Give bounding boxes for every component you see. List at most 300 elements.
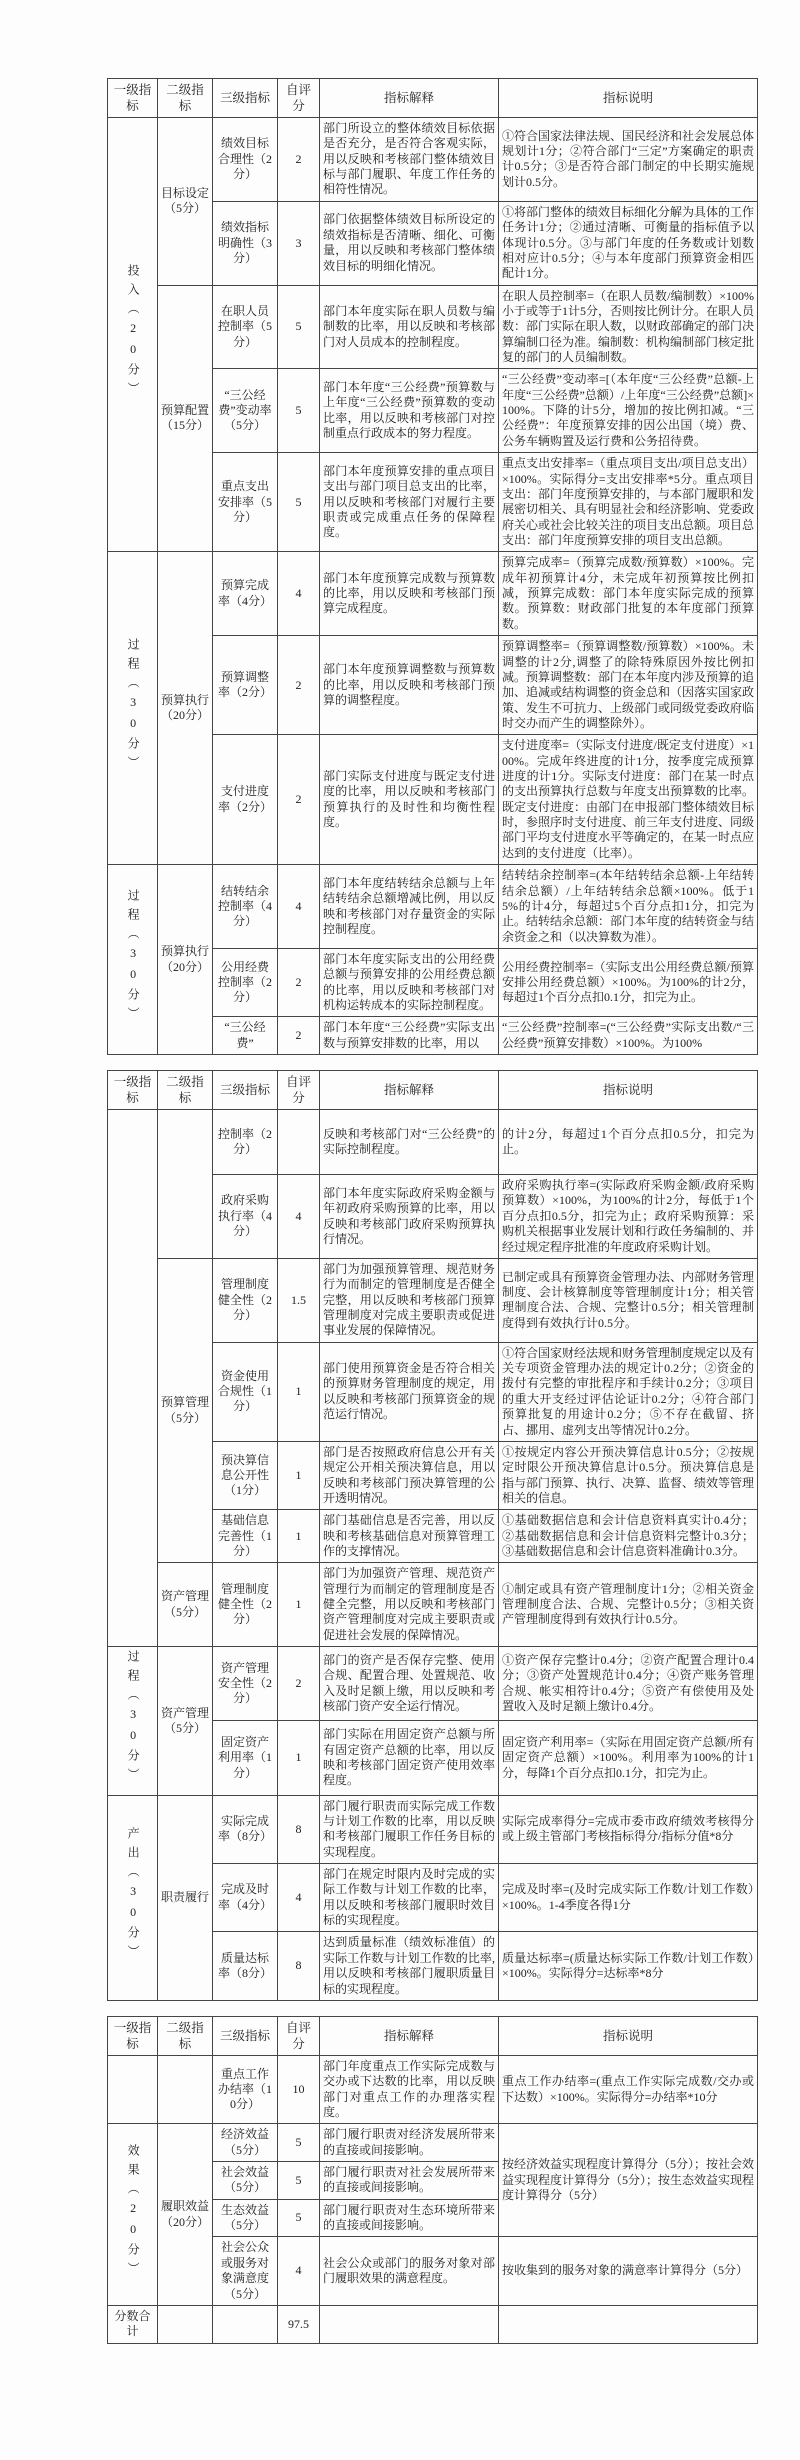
header-cell: 三级指标	[213, 2016, 278, 2055]
description-cell	[499, 1342, 758, 1441]
cell-text: 部门为加强资产管理、规范资产管理行为而制定的管理制度是否健全完整，用以反映和考核部门资产管理制度对完成主要职责或促进社会发展的保障情况。	[323, 1566, 495, 1642]
explanation-cell	[320, 2124, 499, 2162]
table-block-1	[107, 78, 759, 1055]
description-cell	[499, 735, 758, 865]
level2-cell	[158, 285, 213, 552]
level3-cell	[213, 1721, 278, 1795]
cell-text: 5	[295, 2210, 302, 2225]
level3-cell	[213, 1510, 278, 1563]
explanation-cell	[320, 201, 499, 285]
explanation-cell	[320, 369, 499, 453]
cell-text: 2	[295, 792, 302, 807]
cell-text: 4	[295, 898, 302, 913]
cell-text: 部门是否按照政府信息公开有关规定公开相关预决算信息，用以反映和考核部门预决算管理的公开透明情况。	[323, 1444, 495, 1505]
score-cell	[278, 285, 320, 369]
level3-cell	[213, 1175, 278, 1259]
score-cell	[278, 636, 320, 735]
cell-text: 预算执行（20分）	[161, 692, 210, 723]
cell-text: ①符合国家法律法规、国民经济和社会发展总体规划计1分；②符合部门“三定”方案确定的职责计0.5分；③是否符合部门制定的中长期实施规划计0.5分。	[502, 128, 755, 189]
score-cell	[278, 1175, 320, 1259]
level3-cell	[213, 865, 278, 949]
cell-text: 管理制度健全性（2分）	[217, 1581, 272, 1627]
cell-text: 5	[295, 403, 302, 418]
explanation-cell	[320, 1863, 499, 1931]
level3-cell	[213, 2237, 278, 2305]
score-cell	[278, 1017, 320, 1055]
score-cell	[278, 369, 320, 453]
score-cell	[278, 1795, 320, 1863]
vertical-label: 过程（30分）	[126, 637, 141, 775]
cell-text: ①制定或具有资产管理制度计1分；②相关资金管理制度合法、合规、完整计0.5分；③相关资产管理制度得到有效执行计0.5分。	[502, 1581, 754, 1627]
cell-text: 部门履行职责对经济发展所带来的直接或间接影响。	[323, 2127, 495, 2157]
cell-text: 结转结余控制率（4分）	[217, 883, 272, 929]
cell-text: 部门的资产是否保存完整、使用合规、配置合理、处置规范、收入及时足额上缴，用以反映和考核部门资产安全运行情况。	[323, 1653, 495, 1714]
indicator-table-2	[107, 1070, 758, 2001]
level1-cell	[108, 1647, 158, 1795]
cell-text: 部门在规定时限内及时完成的实际工作数与计划工作数的比率，用以反映和考核部门履职时效目标的实现程度。	[323, 1866, 495, 1928]
score-cell	[278, 1342, 320, 1441]
level2-cell	[158, 1258, 213, 1562]
level3-cell	[213, 1795, 278, 1863]
explanation-cell	[320, 1110, 499, 1175]
score-cell	[278, 2305, 320, 2343]
description-cell	[499, 1795, 758, 1863]
cell-text: 重点工作办结率=(重点工作实际完成数/交办或下达数）×100%。实际得分=办结率*10分	[502, 2074, 754, 2104]
cell-text: 按收集到的服务对象的满意率计算得分（5分）	[502, 2263, 749, 2278]
level2-cell	[158, 2124, 213, 2306]
explanation-cell	[320, 865, 499, 949]
cell-text: 支付进度率=（实际支付进度/既定支付进度）×100%。完成年终进度的计1分，按季度完成预算进度的计1分。实际支付进度：部门在某一时点的支出预算执行总数与年度支出预算数的比率。既定支付进度：由部门在申报部门整体绩效目标时，参照序时支付进度、前三年支付进度、同级部门平均支付进度水平等确定的，在某一时点应达到的支付进度（比率）。	[502, 738, 755, 860]
cell-text: 5	[295, 319, 302, 334]
explanation-cell	[320, 1721, 499, 1795]
description-cell	[499, 1510, 758, 1563]
score-cell	[278, 1110, 320, 1175]
cell-text: 1	[295, 1467, 302, 1482]
cell-text: 经济效益（5分）	[220, 2127, 269, 2157]
level3-cell	[213, 453, 278, 552]
header-cell: 自评分	[278, 79, 320, 118]
level2-cell	[158, 1110, 213, 1259]
cell-text: 部门为加强预算管理、规范财务行为而制定的管理制度是否健全完整，用以反映和考核部门预算管理制度对完成主要职责或促进事业发展的保障情况。	[323, 1261, 495, 1338]
cell-text: 4	[295, 1208, 302, 1223]
level2-cell	[158, 118, 213, 286]
level1-cell	[108, 2305, 158, 2343]
header-row	[108, 79, 758, 118]
vertical-label: 过程（30分）	[126, 1650, 141, 1788]
cell-text: 4	[295, 2263, 302, 2278]
cell-text: ①按规定内容公开预决算信息计0.5分；②按规定时限公开预决算信息计0.5分。预决算信息是指与部门预算、执行、决算、监督、绩效等管理相关的信息。	[502, 1444, 755, 1505]
cell-text: 5	[295, 494, 302, 509]
evaluation-document	[107, 0, 759, 2344]
explanation-cell	[320, 2199, 499, 2237]
header-cell: 自评分	[278, 1071, 320, 1110]
table-row	[108, 552, 758, 636]
level1-cell	[108, 118, 158, 552]
cell-text: 已制定或具有预算资金管理办法、内部财务管理制度、会计核算制度等管理制度计1分；相关管理制度合法、合规、完整计0.5分；相关管理制度得到有效执行计0.5分。	[502, 1269, 755, 1330]
cell-text: 支付进度率（2分）	[217, 784, 272, 814]
level3-cell	[213, 2305, 278, 2343]
level2-cell	[158, 865, 213, 1055]
explanation-cell	[320, 1175, 499, 1259]
level3-cell	[213, 552, 278, 636]
cell-text: 部门本年度实际政府采购金额与年初政府采购预算的比率，用以反映和考核部门政府采购预算执行情况。	[323, 1185, 495, 1246]
cell-text: 预算管理（5分）	[161, 1395, 210, 1425]
header-cell: 指标解释	[320, 79, 499, 118]
cell-text: 部门本年度实际支出的公用经费总额与预算安排的公用经费总额的比率，用以反映和考核部门对机构运转成本的实际控制程度。	[323, 951, 495, 1013]
cell-text: “三公经费”变动率=[（本年度“三公经费”总额-上年度“三公经费”总额）/上年度“三公经费”总额]×100%。下降的计5分，增加的按比例扣减。“三公经费”：年度预算安排的因公出国（境）费、公务车辆购置及运行费和公务招待费。	[502, 372, 754, 448]
score-cell	[278, 1510, 320, 1563]
description-cell	[499, 1258, 758, 1342]
description-cell	[499, 1932, 758, 2000]
level2-cell	[158, 2305, 213, 2343]
cell-text: 部门使用预算资金是否符合相关的预算财务管理制度的规定，用以反映和考核部门预算资金的规范运行情况。	[323, 1361, 495, 1422]
level3-cell	[213, 1647, 278, 1721]
level3-cell	[213, 2199, 278, 2237]
level3-cell	[213, 1110, 278, 1175]
header-cell: 一级指标	[108, 79, 158, 118]
explanation-cell	[320, 2055, 499, 2123]
score-cell	[278, 2199, 320, 2237]
cell-text: 职责履行	[161, 1890, 210, 1905]
cell-text: 2	[295, 151, 302, 166]
cell-text: 2	[295, 1676, 302, 1691]
cell-text: 固定资产利用率（1分）	[217, 1734, 272, 1780]
explanation-cell	[320, 2162, 499, 2200]
score-cell	[278, 2124, 320, 2162]
cell-text: ①资产保存完整计0.4分；②资产配置合理计0.4分；③资产处置规范计0.4分；④资产账务管理合规、帐实相符计0.4分；⑤资产有偿使用及处置收入及时足额上缴计0.4分。	[502, 1653, 754, 1714]
description-cell	[499, 2124, 758, 2237]
cell-text: 部门本年度预算完成数与预算数的比率，用以反映和考核部门预算完成程度。	[323, 570, 495, 616]
level3-cell	[213, 1863, 278, 1931]
description-cell	[499, 1017, 758, 1055]
header-row	[108, 1071, 758, 1110]
level3-cell	[213, 1441, 278, 1509]
cell-text: 1.5	[291, 1292, 306, 1307]
score-cell	[278, 453, 320, 552]
score-cell	[278, 1258, 320, 1342]
cell-text: 按经济效益实现程度计算得分（5分）；按社会效益实现程度计算得分（5分）；按生态效益实现程度计算得分（5分）	[502, 2157, 755, 2203]
cell-text: 部门履行职责对社会发展所带来的直接或间接影响。	[323, 2165, 495, 2195]
score-cell	[278, 1721, 320, 1795]
cell-text: 预算调整率（2分）	[217, 669, 272, 700]
description-cell	[499, 285, 758, 369]
cell-text: “三公经费”	[224, 1020, 266, 1050]
cell-text: 绩效目标合理性（2分）	[217, 136, 272, 182]
explanation-cell	[320, 1932, 499, 2000]
cell-text: 预算调整率=（预算调整数/预算数）×100%。未调整的计2分,调整了的除特殊原因外按比例扣减。预算调整数：部门在本年度内涉及预算的追加、追减或结构调整的资金总和（因落实国家政策、发生不可抗力、上级部门或同级党委政府临时交办而产生的调整除外）。	[502, 639, 755, 730]
level2-cell	[158, 552, 213, 865]
explanation-cell	[320, 1342, 499, 1441]
cell-text: 预决算信息公开性（1分）	[220, 1452, 269, 1498]
score-cell	[278, 948, 320, 1016]
cell-text: 2	[295, 975, 302, 989]
description-cell	[499, 1110, 758, 1175]
cell-text: 资产管理（5分）	[161, 1589, 210, 1619]
explanation-cell	[320, 2237, 499, 2305]
table-row	[108, 1563, 758, 1647]
cell-text: 绩效指标明确性（3分）	[217, 220, 272, 265]
description-cell	[499, 1721, 758, 1795]
vertical-label: 过程（30分）	[126, 888, 141, 1026]
cell-text: 3	[295, 235, 302, 250]
table-row	[108, 1647, 758, 1721]
explanation-cell	[320, 636, 499, 735]
cell-text: 在职人员控制率（5分）	[217, 303, 272, 349]
cell-text: 完成及时率=(及时完成实际工作数/计划工作数）×100%。1-4季度各得1分	[502, 1882, 754, 1912]
header-cell: 三级指标	[213, 79, 278, 118]
description-cell	[499, 201, 758, 285]
cell-text: 部门本年度预算调整数与预算数的比率，用以反映和考核部门预算的调整程度。	[323, 662, 495, 707]
cell-text: 结转结余控制率=(本年结转结余总额-上年结转结余总额）/上年结转结余总额×100%。低于15%的计4分，每超过5个百分点扣1分，扣完为止。结转结余总额：部门本年度的结转资金与结余资金之和（以决算数为准）。	[502, 868, 755, 944]
description-cell	[499, 2305, 758, 2343]
score-cell	[278, 1863, 320, 1931]
score-cell	[278, 201, 320, 285]
level3-cell	[213, 2055, 278, 2123]
table-row	[108, 865, 758, 949]
cell-text: 实际完成率得分=完成市委市政府绩效考核得分或上级主管部门考核指标得分/指标分值*8分	[502, 1813, 754, 1844]
vertical-label: 效果（20分）	[126, 2143, 141, 2281]
explanation-cell	[320, 453, 499, 552]
header-cell: 指标说明	[499, 1071, 758, 1110]
level3-cell	[213, 201, 278, 285]
table-block-2	[107, 1070, 759, 2001]
table-row	[108, 118, 758, 202]
cell-text: 政府采购执行率=(实际政府采购金额/政府采购预算数）×100%，为100%的计2分，每低于1个百分点扣0.5分，扣完为止；政府采购预算：采购机关根据事业发展计划和行政任务编制的、并经过规定程序批准的年度政府采购计划。	[502, 1178, 755, 1254]
explanation-cell	[320, 1441, 499, 1509]
level2-cell	[158, 2055, 213, 2123]
description-cell	[499, 1863, 758, 1931]
cell-text: 部门履行职责对生态环境所带来的直接或间接影响。	[323, 2202, 495, 2233]
table-block-3	[107, 2016, 759, 2344]
header-cell: 指标说明	[499, 2016, 758, 2055]
cell-text: 部门本年度结转结余总额与上年结转结余总额增减比例，用以反映和考核部门对存量资金的实际控制程度。	[323, 875, 495, 936]
cell-text: 政府采购执行率（4分）	[217, 1193, 272, 1239]
cell-text: 1	[295, 1384, 302, 1399]
description-cell	[499, 2237, 758, 2305]
indicator-table-3	[107, 2016, 758, 2344]
cell-text: 资产管理（5分）	[161, 1705, 210, 1735]
cell-text: 8	[295, 1958, 302, 1973]
table-row	[108, 1110, 758, 1175]
score-cell	[278, 1441, 320, 1509]
level1-cell	[108, 2055, 158, 2123]
cell-text: 预算完成率（4分）	[217, 578, 272, 608]
level1-cell	[108, 1795, 158, 2000]
score-cell	[278, 865, 320, 949]
cell-text: 部门本年度实际在职人员数与编制数的比率，用以反映和考核部门对人员成本的控制程度。	[323, 303, 495, 349]
indicator-table-1	[107, 78, 758, 1055]
level2-cell	[158, 1647, 213, 1795]
description-cell	[499, 1175, 758, 1259]
table-row	[108, 2055, 758, 2123]
cell-text: 控制率（2分）	[217, 1126, 272, 1157]
cell-text: 资金使用合规性（1分）	[217, 1368, 272, 1414]
cell-text: ①将部门整体的绩效目标细化分解为具体的工作任务计1分；②通过清晰、可衡量的指标值予以体现计0.5分。③与部门年度的任务数或计划数相对应计0.5分；④与本年度部门预算资金相匹配计1分。	[502, 204, 755, 281]
level3-cell	[213, 1258, 278, 1342]
cell-text: 部门所设立的整体绩效目标依据是否充分，是否符合客观实际，用以反映和考核部门整体绩效目标与部门履职、年度工作任务的相符性情况。	[323, 121, 495, 197]
cell-text: 预算执行（20分）	[161, 944, 210, 974]
header-cell: 指标说明	[499, 79, 758, 118]
cell-text: 8	[295, 1821, 302, 1836]
cell-text: 公用经费控制率（2分）	[217, 959, 272, 1005]
score-cell	[278, 2055, 320, 2123]
cell-text: 社会公众或服务对象满意度（5分）	[220, 2240, 269, 2301]
explanation-cell	[320, 2305, 499, 2343]
level3-cell	[213, 1342, 278, 1441]
table-row	[108, 2124, 758, 2162]
cell-text: 4	[295, 1890, 302, 1905]
level1-cell	[108, 2124, 158, 2306]
header-cell: 二级指标	[158, 79, 213, 118]
level2-cell	[158, 1563, 213, 1647]
cell-text: “三公经费”控制率=(“三公经费”实际支出数/“三公经费”预算安排数）×100%。为100%	[502, 1020, 754, 1050]
cell-text: 4	[295, 586, 302, 601]
table-row	[108, 1795, 758, 1863]
description-cell	[499, 453, 758, 552]
cell-text: 部门实际支付进度与既定支付进度的比率，用以反映和考核部门预算执行的及时性和均衡性程度。	[323, 769, 495, 830]
cell-text: 部门本年度“三公经费”实际支出数与预算安排数的比率，用以	[323, 1020, 495, 1050]
level3-cell	[213, 1932, 278, 2000]
cell-text: 重点支出安排率=（重点项目支出/项目总支出）×100%。实际得分=支出安排率*5分。重点项目支出：部门年度预算安排的，与本部门履职和发展密切相关、具有明显社会和经济影响、党委政府关心或社会比较关注的项目支出总额。项目总支出：部门年度预算安排的项目支出总额。	[502, 456, 755, 547]
cell-text: 质量达标率=(质量达标实际工作数/计划工作数）×100%。实际得分=达标率*8分	[502, 1950, 754, 1981]
cell-text: 2	[295, 677, 302, 692]
cell-text: 社会效益（5分）	[220, 2165, 269, 2195]
explanation-cell	[320, 1017, 499, 1055]
cell-text: 履职效益（20分）	[161, 2199, 210, 2229]
cell-text: 重点支出安排率（5分）	[217, 479, 272, 524]
description-cell	[499, 552, 758, 636]
cell-text: 1	[295, 1750, 302, 1765]
level3-cell	[213, 1563, 278, 1647]
cell-text: 5	[295, 2172, 302, 2187]
header-cell: 三级指标	[213, 1071, 278, 1110]
score-cell	[278, 1647, 320, 1721]
cell-text: 目标设定（5分）	[161, 185, 210, 216]
description-cell	[499, 369, 758, 453]
level3-cell	[213, 735, 278, 865]
cell-text: 公用经费控制率=（实际支出公用经费总额/预算安排公用经费总额）×100%。为100%的计2分，每超过1个百分点扣0.1分，扣完为止。	[502, 959, 754, 1005]
cell-text: 部门依据整体绩效目标所设定的绩效指标是否清晰、细化、可衡量，用以反映和考核部门整体绩效目标的明细化情况。	[323, 212, 495, 273]
score-cell	[278, 2237, 320, 2305]
cell-text: 部门本年度“三公经费”预算数与上年度“三公经费”预算数的变动比率，用以反映和考核部门对控制重点行政成本的努力程度。	[323, 380, 495, 441]
level1-cell	[108, 865, 158, 1055]
cell-text: 2	[295, 1028, 302, 1043]
cell-text: 10	[292, 2081, 305, 2096]
cell-text: 基础信息完善性（1分）	[217, 1513, 272, 1559]
header-cell: 二级指标	[158, 2016, 213, 2055]
level3-cell	[213, 1017, 278, 1055]
header-cell: 二级指标	[158, 1071, 213, 1110]
level3-cell	[213, 118, 278, 202]
explanation-cell	[320, 552, 499, 636]
header-cell: 一级指标	[108, 2016, 158, 2055]
description-cell	[499, 1563, 758, 1647]
level3-cell	[213, 2162, 278, 2200]
cell-text: 管理制度健全性（2分）	[217, 1277, 272, 1322]
explanation-cell	[320, 1258, 499, 1342]
cell-text: 达到质量标准（绩效标准值）的实际工作数与计划工作数的比率,用以反映和考核部门履职质量目标的实现程度。	[323, 1935, 495, 1996]
score-cell	[278, 2162, 320, 2200]
cell-text: 部门本年度预算安排的重点项目支出与部门项目总支出的比率，用以反映和考核部门对履行主要职责或完成重点任务的保障程度。	[323, 463, 495, 540]
cell-text: 分数合计	[114, 2308, 151, 2339]
table-row	[108, 285, 758, 369]
cell-text: 质量达标率（8分）	[217, 1950, 272, 1981]
header-cell: 自评分	[278, 2016, 320, 2055]
level3-cell	[213, 636, 278, 735]
level3-cell	[213, 948, 278, 1016]
level3-cell	[213, 2124, 278, 2162]
cell-text: 部门履行职责而实际完成工作数与计划工作数的比率，用以反映和考核部门履职工作任务目标的实现程度。	[323, 1798, 495, 1859]
cell-text: 预算完成率=（预算完成数/预算数）×100%。完成年初预算计4分，未完成年初预算按比例扣减，预算完成数：部门本年度实际完成的预算数。预算数：财政部门批复的本年度部门预算数。	[502, 555, 754, 631]
cell-text: ①基础数据信息和会计信息资料真实计0.4分；②基础数据信息和会计信息资料完整计0.3分；③基础数据信息和会计信息资料准确计0.3分。	[502, 1513, 754, 1559]
level3-cell	[213, 285, 278, 369]
vertical-label: 投入（20分）	[126, 263, 141, 401]
explanation-cell	[320, 1563, 499, 1647]
cell-text: ①符合国家财经法规和财务管理制度规定以及有关专项资金管理办法的规定计0.2分；②资金的拨付有完整的审批程序和手续计0.2分；③项目的重大开支经过评估论证计0.2分；④符合部门预算批复的用途计0.2分；⑤不存在截留、挤占、挪用、虚列支出等情况计0.2分。	[502, 1345, 755, 1437]
cell-text: 社会公众或部门的服务对象对部门履职效果的满意程度。	[323, 2255, 495, 2286]
header-cell: 指标解释	[320, 2016, 499, 2055]
vertical-label: 产出（30分）	[126, 1827, 141, 1965]
description-cell	[499, 2055, 758, 2123]
score-cell	[278, 118, 320, 202]
cell-text: 生态效益（5分）	[220, 2202, 269, 2233]
cell-text: 在职人员控制率=（在职人员数/编制数）×100%小于或等于1计5分，否则按比例计分。在职人员数：部门实际在职人数，以财政部确定的部门决算编制口径为准。编制数：机构编制部门核定批复的部门的人员编制数。	[502, 288, 755, 365]
cell-text: 固定资产利用率=（实际在用固定资产总额/所有固定资产总额）×100%。利用率为100%的计1分，每降1个百分点扣0.1分，扣完为止。	[502, 1734, 754, 1780]
header-row	[108, 2016, 758, 2055]
cell-text: 1	[295, 1597, 302, 1612]
cell-text: 重点工作办结率（10分）	[217, 2066, 272, 2112]
cell-text: 1	[295, 1528, 302, 1543]
score-cell	[278, 735, 320, 865]
cell-text: 资产管理安全性（2分）	[217, 1660, 272, 1706]
header-cell: 一级指标	[108, 1071, 158, 1110]
cell-text: 5	[295, 2134, 302, 2149]
cell-text: 部门实际在用固定资产总额与所有固定资产总额的比率，用以反映和考核部门固定资产使用效率程度。	[323, 1727, 495, 1788]
score-cell	[278, 1932, 320, 2000]
cell-text: 部门年度重点工作实际完成数与交办或下达数的比率，用以反映部门对重点工作的办理落实程度。	[323, 2058, 495, 2119]
explanation-cell	[320, 1795, 499, 1863]
score-cell	[278, 1563, 320, 1647]
level1-cell	[108, 1110, 158, 1647]
explanation-cell	[320, 118, 499, 202]
cell-text: 97.5	[288, 2316, 309, 2331]
cell-text: 的计2分，每超过1个百分点扣0.5分，扣完为止。	[502, 1126, 754, 1157]
description-cell	[499, 948, 758, 1016]
explanation-cell	[320, 1647, 499, 1721]
description-cell	[499, 1441, 758, 1509]
cell-text: “三公经费”变动率（5分）	[218, 387, 272, 433]
table-row	[108, 2305, 758, 2343]
header-cell: 指标解释	[320, 1071, 499, 1110]
score-cell	[278, 552, 320, 636]
description-cell	[499, 636, 758, 735]
description-cell	[499, 865, 758, 949]
cell-text: 完成及时率（4分）	[217, 1882, 272, 1912]
explanation-cell	[320, 735, 499, 865]
cell-text: 预算配置（15分）	[161, 403, 210, 433]
table-row	[108, 1258, 758, 1342]
description-cell	[499, 118, 758, 202]
cell-text: 实际完成率（8分）	[217, 1813, 272, 1844]
cell-text: 反映和考核部门对“三公经费”的实际控制程度。	[323, 1126, 495, 1157]
explanation-cell	[320, 1510, 499, 1563]
level2-cell	[158, 1795, 213, 2000]
description-cell	[499, 1647, 758, 1721]
explanation-cell	[320, 948, 499, 1016]
level3-cell	[213, 369, 278, 453]
explanation-cell	[320, 285, 499, 369]
cell-text: 部门基础信息是否完善，用以反映和考核基础信息对预算管理工作的支撑情况。	[323, 1513, 495, 1559]
